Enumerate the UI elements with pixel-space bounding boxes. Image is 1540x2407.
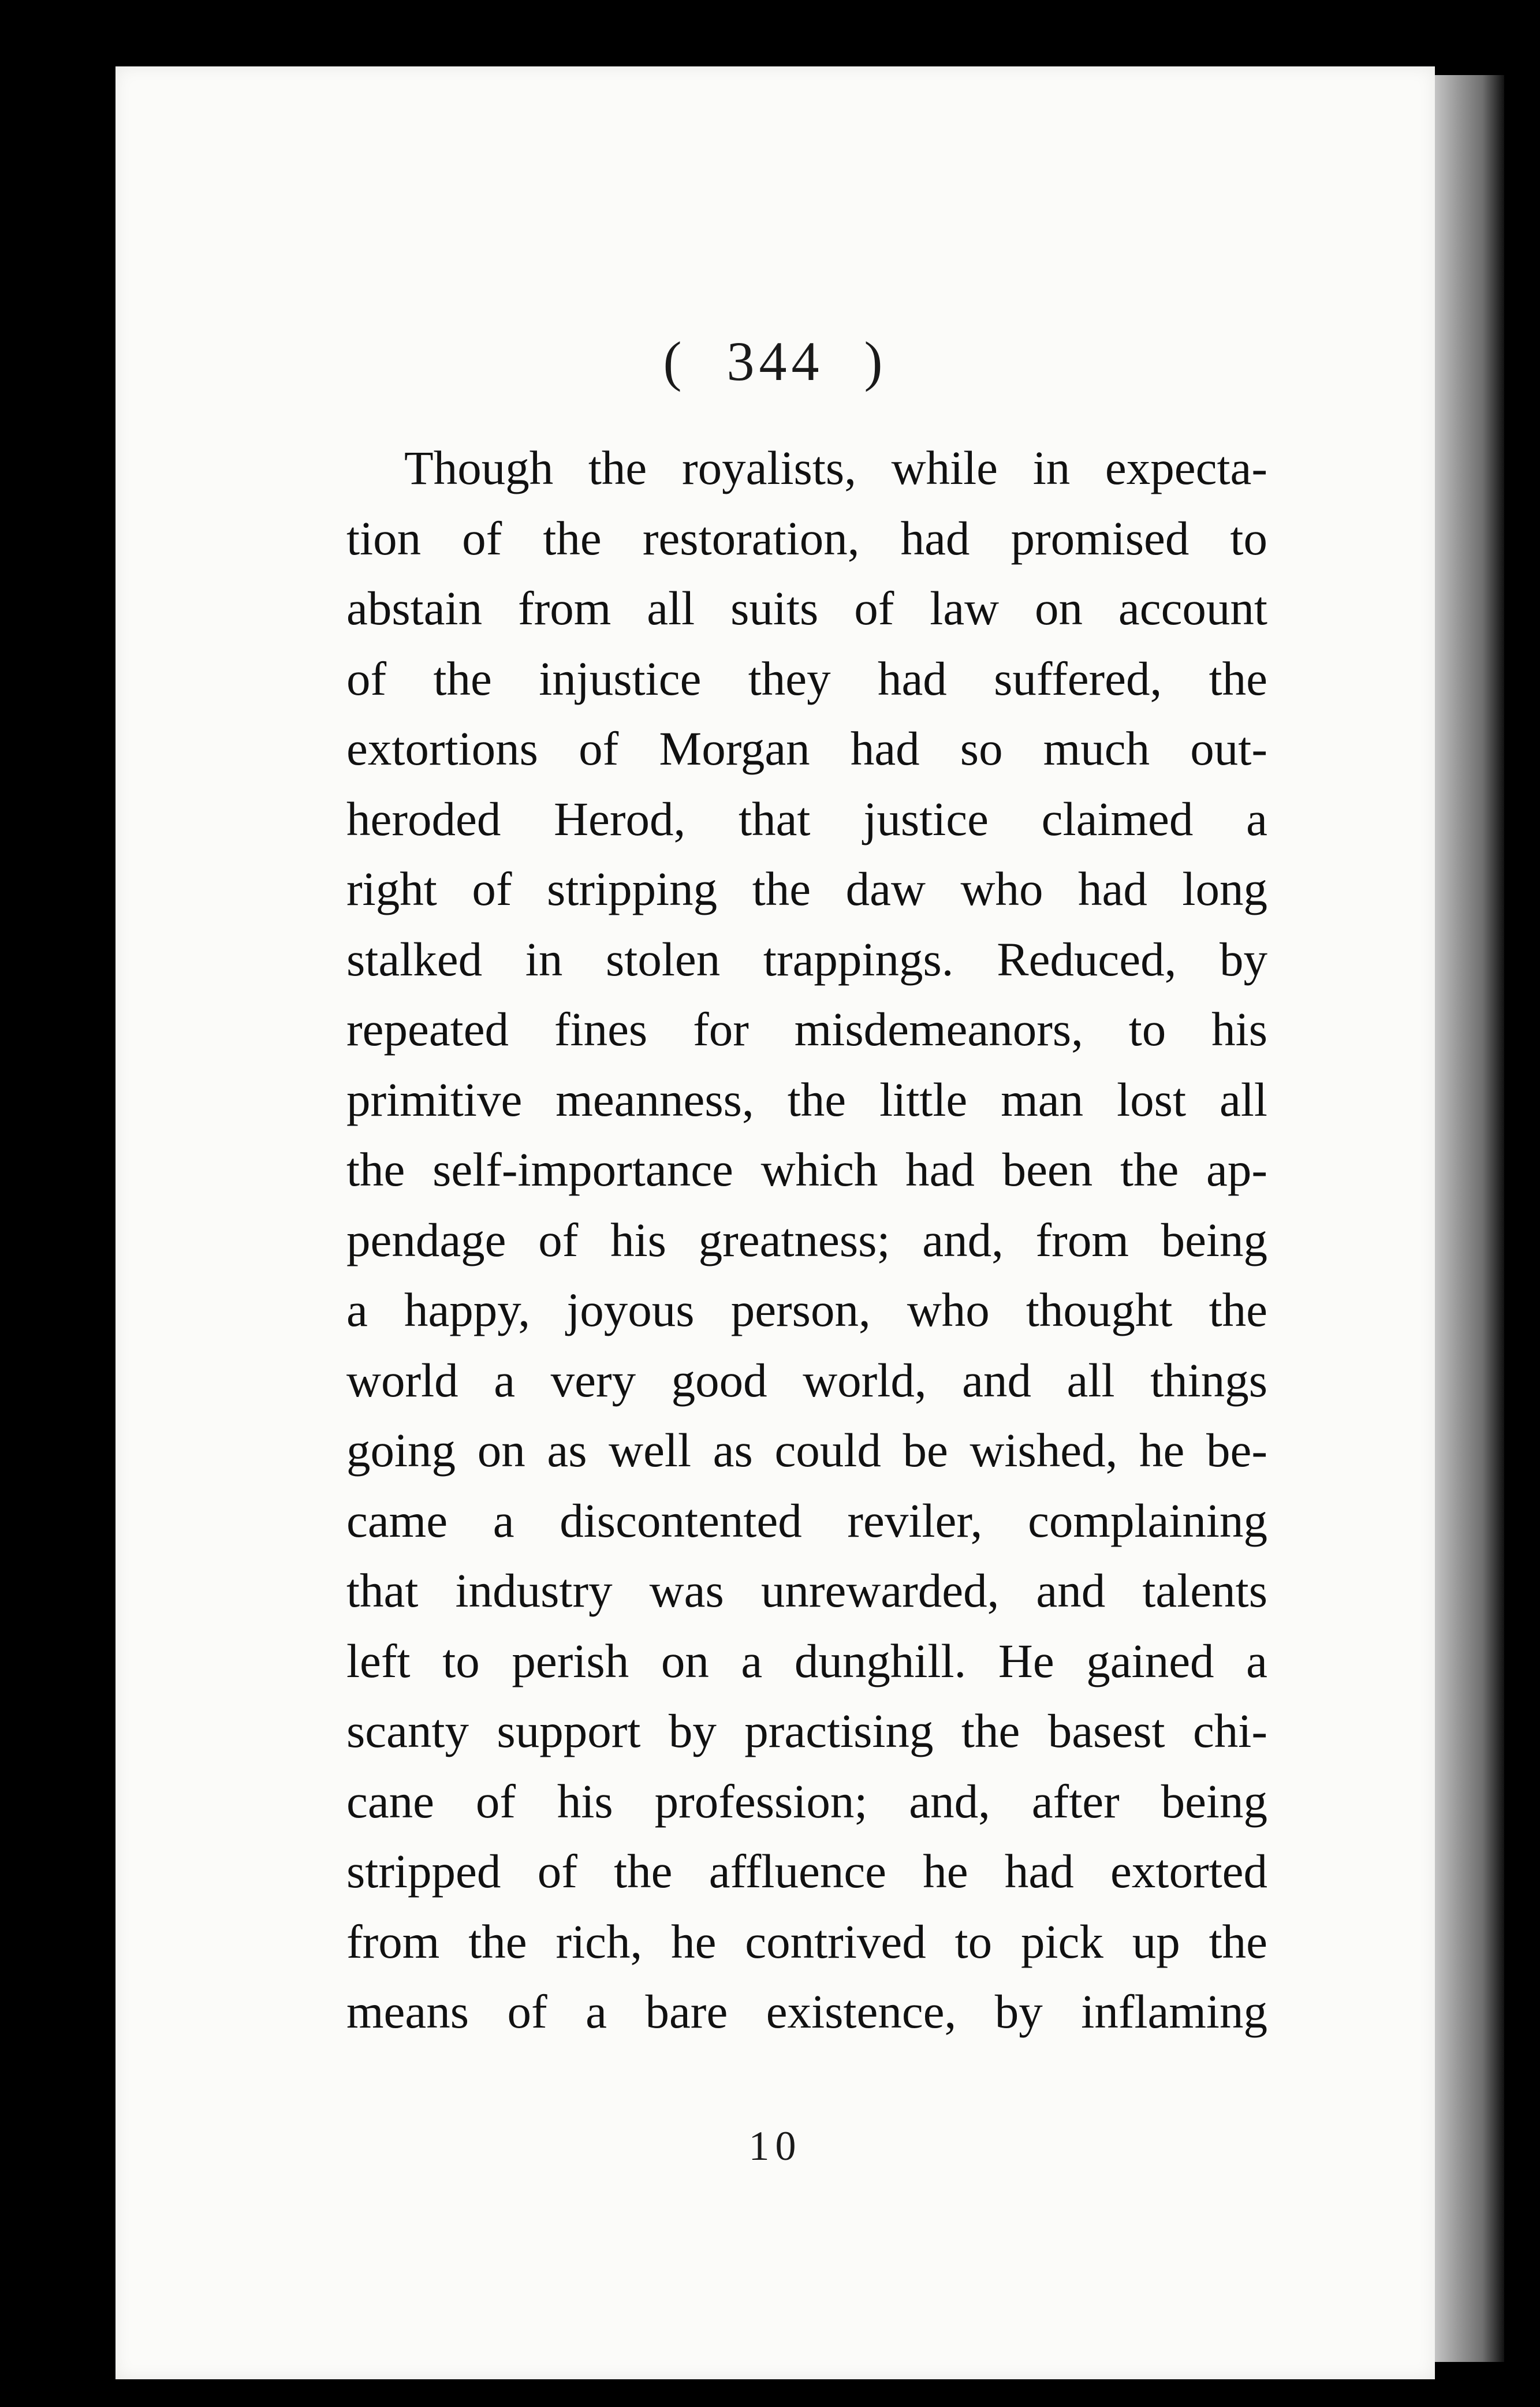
body-text — [346, 433, 1267, 2047]
text-line: heroded Herod, that justice claimed a — [346, 792, 1267, 845]
page-edge-shadow — [1432, 75, 1504, 2362]
text-line: going on as well as could be wished, he be- — [346, 1424, 1267, 1477]
text-line: primitive meanness, the little man lost all — [346, 1072, 1267, 1126]
text-line: means of a bare existence, by inflaming — [346, 1985, 1267, 2038]
page-number — [115, 329, 1435, 393]
page-number-value: 344 — [726, 330, 824, 392]
text-line: left to perish on a dunghill. He gained a — [346, 1634, 1267, 1687]
text-line: repeated fines for misdemeanors, to his — [346, 1003, 1267, 1056]
text-line: came a discontented reviler, complaining — [346, 1493, 1267, 1547]
page-number-close-paren: ) — [864, 330, 888, 392]
text-line: extortions of Morgan had so much out- — [346, 722, 1267, 775]
text-line: Though the royalists, while in expecta- — [404, 441, 1267, 494]
text-line: a happy, joyous person, who thought the — [346, 1283, 1267, 1336]
text-line: scanty support by practising the basest chi- — [346, 1704, 1267, 1757]
text-line: from the rich, he contrived to pick up the — [346, 1914, 1267, 1968]
text-line: stalked in stolen trappings. Reduced, by — [346, 932, 1267, 986]
text-line: cane of his profession; and, after being — [346, 1774, 1267, 1828]
text-line: of the injustice they had suffered, the — [346, 651, 1267, 705]
text-line: tion of the restoration, had promised to — [346, 511, 1267, 565]
page-number-open-paren: ( — [663, 330, 687, 392]
text-line: stripped of the affluence he had extorted — [346, 1845, 1267, 1898]
signature-mark: 10 — [748, 2123, 802, 2169]
text-line: abstain from all suits of law on account — [346, 582, 1267, 635]
text-line: right of stripping the daw who had long — [346, 862, 1267, 915]
text-line: that industry was unrewarded, and talents — [346, 1564, 1267, 1617]
text-line: pendage of his greatness; and, from being — [346, 1213, 1267, 1266]
text-line: the self-importance which had been the ap- — [346, 1143, 1267, 1196]
text-line: world a very good world, and all things — [346, 1353, 1267, 1407]
